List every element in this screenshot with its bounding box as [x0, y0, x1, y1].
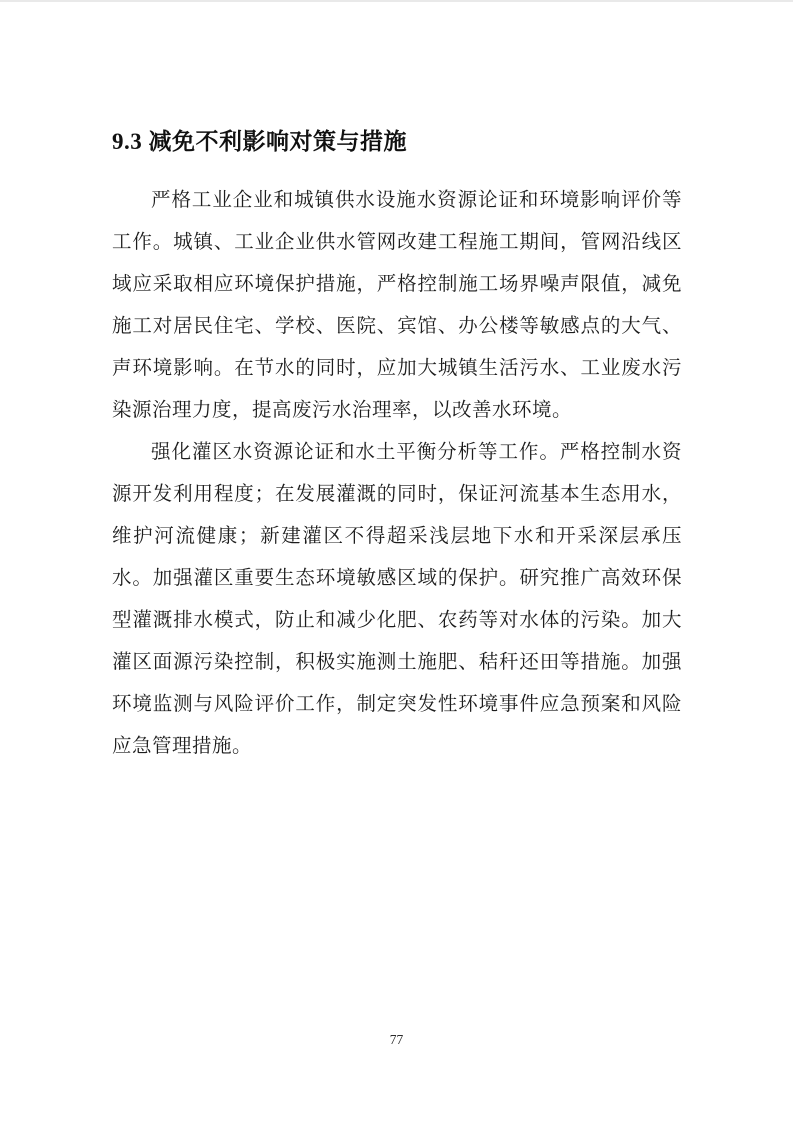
page-top-edge: [0, 0, 793, 2]
page-number: 77: [389, 1032, 404, 1047]
section-heading: 9.3 减免不利影响对策与措施: [112, 129, 407, 154]
body-paragraph-2: 强化灌区水资源论证和水土平衡分析等工作。严格控制水资源开发利用程度；在发展灌溉的同时，保证河流基本生态用水，维护河流健康；新建灌区不得超采浅层地下水和开采深层承压水。加强灌区重要生态环境敏感区域的保护。研究推广高效环保型灌溉排水模式，防止和减少化肥、农药等对水体的污染。加大灌区面源污染控制，积极实施测土施肥、秸秆还田等措施。加强环境监测与风险评价工作，制定突发性环境事件应急预案和风险应急管理措施。: [112, 442, 682, 757]
page-content: [112, 126, 682, 768]
body-paragraph-1: 严格工业企业和城镇供水设施水资源论证和环境影响评价等工作。城镇、工业企业供水管网改建工程施工期间，管网沿线区域应采取相应环境保护措施，严格控制施工场界噪声限值，减免施工对居民住宅、学校、医院、宾馆、办公楼等敏感点的大气、声环境影响。在节水的同时，应加大城镇生活污水、工业废水污染源治理力度，提高废污水治理率，以改善水环境。: [112, 190, 682, 421]
